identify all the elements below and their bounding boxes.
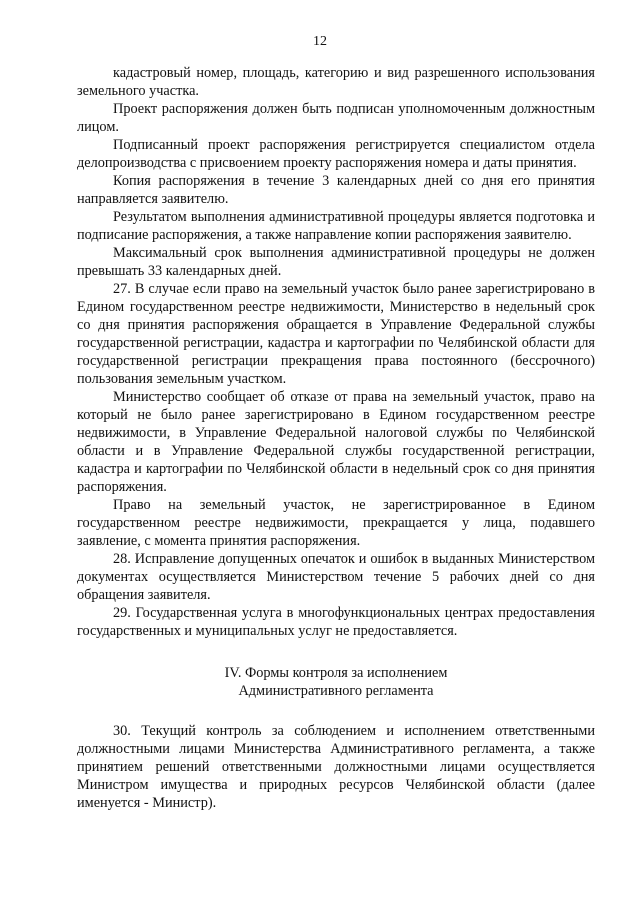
paragraph: Копия распоряжения в течение 3 календарных дней со дня его принятия направляется заявителю.: [77, 173, 595, 207]
section-title-line-2: Административного регламента: [238, 683, 434, 699]
paragraph-continued: кадастровый номер, площадь, категорию и вид разрешенного использования земельного участка.: [77, 65, 595, 99]
paragraph-item-29: 29. Государственная услуга в многофункциональных центрах предоставления государственных и муниципальных услуг не предоставляется.: [77, 605, 595, 639]
page-number: 12: [313, 34, 327, 49]
document-body: [77, 64, 595, 812]
section-title-line-1: IV. Формы контроля за исполнением: [224, 665, 448, 681]
paragraph: Результатом выполнения административной процедуры является подготовка и подписание распоряжения, а также направление копии распоряжения заявителю.: [77, 209, 595, 243]
paragraph-item-30: 30. Текущий контроль за соблюдением и исполнением ответственными должностными лицами Министерства Административного регламента, а также принятием решений ответственными должностными лицами осуществляется Министром имущества и природных ресурсов Челябинской области (далее именуется - Министр).: [77, 723, 595, 811]
paragraph-item-28: 28. Исправление допущенных опечаток и ошибок в выданных Министерством документах осуществляется Министерством течение 5 рабочих дней со дня обращения заявителя.: [77, 551, 595, 603]
paragraph: Максимальный срок выполнения административной процедуры не должен превышать 33 календарных дней.: [77, 245, 595, 279]
paragraph: Министерство сообщает об отказе от права на земельный участок, право на который не было ранее зарегистрировано в Едином государственном реестре недвижимости, в Управление Федеральной налоговой службы по Челябинской области и в Управление Федеральной службы государственной регистрации, кадастра и картографии по Челябинской области в недельный срок со дня принятия распоряжения.: [77, 389, 595, 495]
paragraph: Проект распоряжения должен быть подписан уполномоченным должностным лицом.: [77, 101, 595, 135]
paragraph-item-27: 27. В случае если право на земельный участок было ранее зарегистрировано в Едином государственном реестре недвижимости, Министерство в недельный срок со дня принятия распоряжения обращается в Управление Федеральной службы государственной регистрации, кадастра и картографии по Челябинской области для государственной регистрации прекращения права постоянного (бессрочного) пользования земельным участком.: [77, 281, 595, 387]
paragraph: Подписанный проект распоряжения регистрируется специалистом отдела делопроизводства с присвоением проекту распоряжения номера и даты принятия.: [77, 137, 595, 171]
paragraph: Право на земельный участок, не зарегистрированное в Едином государственном реестре недвижимости, прекращается у лица, подавшего заявление, с момента принятия распоряжения.: [77, 497, 595, 549]
section-heading: [77, 664, 595, 700]
